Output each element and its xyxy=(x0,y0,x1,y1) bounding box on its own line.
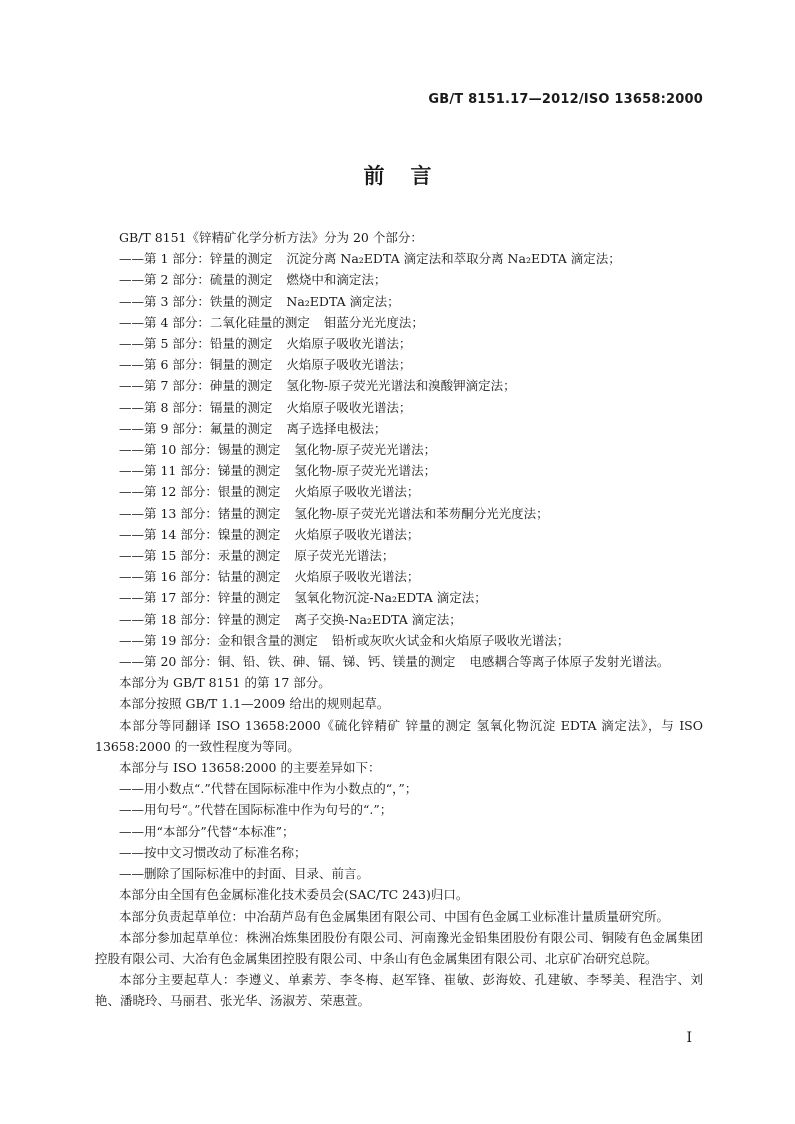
statement-is-part: 本部分为 GB/T 8151 的第 17 部分。 xyxy=(119,675,331,691)
standard-number-header: GB/T 8151.17—2012/ISO 13658:2000 xyxy=(428,92,703,107)
part-item xyxy=(95,248,703,269)
difference-item: ——用句号“。”代替在国际标准中作为句号的“.”； xyxy=(119,802,393,818)
part-item xyxy=(95,524,703,545)
part-label: ——第 1 部分：锌量的测定 xyxy=(119,251,273,267)
part-label: ——第 9 部分：氟量的测定 xyxy=(119,420,273,436)
part-method: 火焰原子吸收光谱法； xyxy=(294,484,420,500)
part-method: 火焰原子吸收光谱法； xyxy=(286,399,412,415)
part-label: ——第 19 部分：金和银含量的测定 xyxy=(119,632,318,648)
part-item xyxy=(95,375,703,396)
part-label: ——第 12 部分：银量的测定 xyxy=(119,484,281,500)
statement-proposed-by: 本部分由全国有色金属标准化技术委员会(SAC/TC 243)归口。 xyxy=(119,887,469,903)
part-label: ——第 14 部分：镍量的测定 xyxy=(119,526,281,542)
part-label: ——第 11 部分：锑量的测定 xyxy=(119,463,281,479)
part-item xyxy=(95,630,703,651)
differences-list xyxy=(95,778,703,884)
foreword-body xyxy=(95,227,703,1012)
parts-list xyxy=(95,248,703,672)
part-item xyxy=(95,460,703,481)
intro-paragraph: GB/T 8151《锌精矿化学分析方法》分为 20 个部分： xyxy=(119,230,423,245)
part-item xyxy=(95,545,703,566)
part-method: 氢氧化物沉淀-Na₂EDTA 滴定法； xyxy=(294,590,487,606)
part-method: 离子选择电极法； xyxy=(286,420,387,436)
page-title xyxy=(0,160,795,190)
difference-item: ——删除了国际标准中的封面、目录、前言。 xyxy=(119,866,370,882)
part-method: 电感耦合等离子体原子发射光谱法。 xyxy=(469,654,670,670)
part-method: 氢化物-原子荧光光谱法； xyxy=(294,442,437,458)
part-method: 氢化物-原子荧光光谱法和苯芴酮分光光度法； xyxy=(294,505,549,521)
part-label: ——第 2 部分：硫量的测定 xyxy=(119,272,273,288)
part-method: 氢化物-原子荧光光谱法和溴酸钾滴定法； xyxy=(286,378,516,394)
part-item xyxy=(95,397,703,418)
part-item xyxy=(95,418,703,439)
part-method: 氢化物-原子荧光光谱法； xyxy=(294,463,437,479)
part-method: 火焰原子吸收光谱法； xyxy=(294,526,420,542)
part-item xyxy=(95,291,703,312)
statement-translation: 本部分等同翻译 ISO 13658:2000《硫化锌精矿 锌量的测定 氢氧化物沉淀 EDTA 滴定法》，与 ISO 13658:2000 的一致性程度为等同。 xyxy=(95,717,703,754)
part-label: ——第 6 部分：铜量的测定 xyxy=(119,357,273,373)
part-label: ——第 15 部分：汞量的测定 xyxy=(119,548,281,564)
part-item xyxy=(95,651,703,672)
part-label: ——第 13 部分：锗量的测定 xyxy=(119,505,281,521)
part-item xyxy=(95,609,703,630)
part-item xyxy=(95,587,703,608)
part-label: ——第 7 部分：砷量的测定 xyxy=(119,378,273,394)
title-char-1: 前 xyxy=(363,164,385,188)
statement-participating-units: 本部分参加起草单位：株洲冶炼集团股份有限公司、河南豫光金铅集团股份有限公司、铜陵有色金属集团控股有限公司、大冶有色金属集团控股有限公司、中条山有色金属集团有限公司、北京矿冶研究总院。 xyxy=(95,929,703,966)
part-label: ——第 20 部分：铜、铅、铁、砷、镉、锑、钙、镁量的测定 xyxy=(119,654,456,670)
title-char-2: 言 xyxy=(410,164,432,188)
part-item xyxy=(95,269,703,290)
part-label: ——第 18 部分：锌量的测定 xyxy=(119,611,281,627)
part-label: ——第 10 部分：锡量的测定 xyxy=(119,442,281,458)
page-number: I xyxy=(686,1030,692,1046)
part-item xyxy=(95,333,703,354)
part-label: ——第 4 部分：二氧化硅量的测定 xyxy=(119,314,310,330)
part-label: ——第 8 部分：镉量的测定 xyxy=(119,399,273,415)
difference-item: ——用“本部分”代替“本标准”； xyxy=(119,823,295,839)
part-item xyxy=(95,503,703,524)
part-method: 沉淀分离 Na₂EDTA 滴定法和萃取分离 Na₂EDTA 滴定法； xyxy=(286,251,621,267)
difference-item: ——用小数点“.”代替在国际标准中作为小数点的“，”； xyxy=(119,781,418,797)
statement-drafting-rule: 本部分按照 GB/T 1.1—2009 给出的规则起草。 xyxy=(119,696,390,712)
statement-responsible-unit: 本部分负责起草单位：中冶葫芦岛有色金属集团有限公司、中国有色金属工业标准计量质量研究所。 xyxy=(119,908,670,924)
part-method: 原子荧光光谱法； xyxy=(294,548,395,564)
statement-differences-intro: 本部分与 ISO 13658:2000 的主要差异如下： xyxy=(119,760,381,776)
part-item xyxy=(95,566,703,587)
part-label: ——第 3 部分：铁量的测定 xyxy=(119,293,273,309)
part-item xyxy=(95,439,703,460)
part-method: 燃烧中和滴定法； xyxy=(286,272,387,288)
part-item xyxy=(95,354,703,375)
difference-item: ——按中文习惯改动了标准名称； xyxy=(119,844,307,860)
part-item xyxy=(95,481,703,502)
part-method: 离子交换-Na₂EDTA 滴定法； xyxy=(294,611,462,627)
part-item xyxy=(95,312,703,333)
part-method: 钼蓝分光光度法； xyxy=(323,314,424,330)
part-method: 铅析或灰吹火试金和火焰原子吸收光谱法； xyxy=(331,632,570,648)
statement-main-drafters: 本部分主要起草人：李遵义、单素芳、李冬梅、赵军锋、崔敏、彭海姣、孔建敏、李琴美、程浩宇、刘艳、潘晓玲、马丽君、张光华、汤淑芳、荣惠萱。 xyxy=(95,972,703,1009)
part-label: ——第 5 部分：铅量的测定 xyxy=(119,336,273,352)
part-label: ——第 17 部分：锌量的测定 xyxy=(119,590,281,606)
part-method: 火焰原子吸收光谱法； xyxy=(286,336,412,352)
part-label: ——第 16 部分：钴量的测定 xyxy=(119,569,281,585)
part-method: 火焰原子吸收光谱法； xyxy=(286,357,412,373)
part-method: Na₂EDTA 滴定法； xyxy=(286,293,400,309)
part-method: 火焰原子吸收光谱法； xyxy=(294,569,420,585)
